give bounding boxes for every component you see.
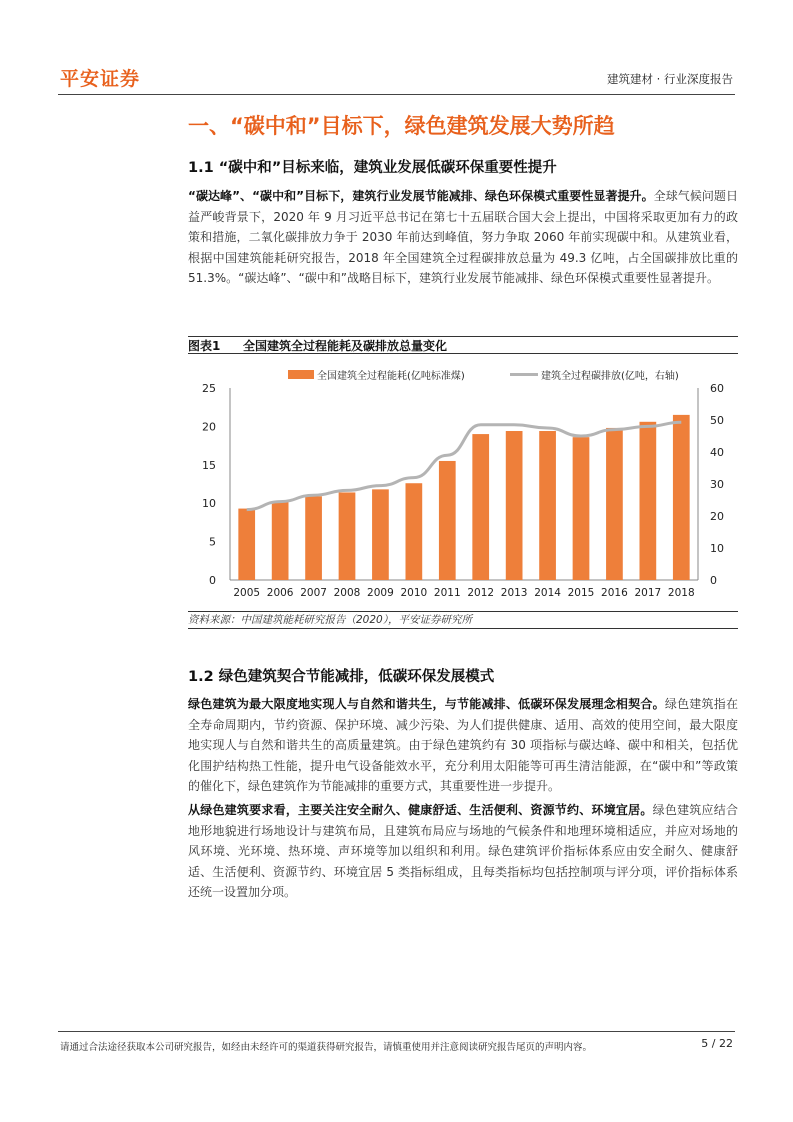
paragraph-1-1-lead: “碳达峰”、“碳中和”目标下，建筑行业发展节能减排、绿色环保模式重要性显著提升。 xyxy=(188,189,654,203)
x-tick-label: 2008 xyxy=(333,587,361,599)
figure-title-rule xyxy=(188,353,738,354)
paragraph-1-2-b xyxy=(188,800,738,903)
bar-2005 xyxy=(238,509,255,580)
bar-2015 xyxy=(573,437,590,580)
right-axis-tick-label: 20 xyxy=(710,510,724,523)
bar-2013 xyxy=(506,431,523,580)
left-axis-tick-label: 10 xyxy=(202,497,216,511)
paragraph-1-2-b-lead: 从绿色建筑要求看，主要关注安全耐久、健康舒适、生活便利、资源节约、环境宜居。 xyxy=(188,803,653,817)
paragraph-1-2-a-lead: 绿色建筑为最大限度地实现人与自然和谐共生，与节能减排、低碳环保发展理念相契合。 xyxy=(188,697,665,711)
figure-end-rule xyxy=(188,628,738,629)
right-axis-tick-label: 40 xyxy=(710,446,724,459)
x-tick-label: 2017 xyxy=(634,587,662,599)
footer-divider xyxy=(58,1031,735,1032)
right-axis-tick-label: 60 xyxy=(710,382,724,395)
paragraph-1-1 xyxy=(188,186,738,289)
figure-caption xyxy=(188,337,447,354)
subsection-title-1-1: 1.1 “碳中和”目标来临，建筑业发展低碳环保重要性提升 xyxy=(188,160,557,176)
x-tick-label: 2012 xyxy=(467,587,495,599)
bar-2010 xyxy=(406,483,423,580)
legend-label-carbon: 建筑全过程碳排放(亿吨，右轴) xyxy=(541,371,679,382)
paragraph-1-2-b-body: 绿色建筑应结合地形地貌进行场地设计与建筑布局，且建筑布局应与场地的气候条件和地理环境相适应，并应对场地的风环境、光环境、热环境、声环境等加以组织和利用。绿色建筑评价指标体系应由安全耐久、健康舒适、生活便利、资源节约、环境宜居 5 类指标组成，且每类指标均包括控制项与评分项，评价指标体系还统一设置加分项。 xyxy=(188,803,738,899)
paragraph-1-2-a xyxy=(188,694,738,797)
bar-2008 xyxy=(339,492,356,580)
x-tick-label: 2018 xyxy=(667,587,695,599)
header-divider xyxy=(58,94,735,95)
x-tick-label: 2016 xyxy=(601,587,628,599)
bar-2018 xyxy=(673,415,690,580)
left-axis-tick-label: 0 xyxy=(209,574,216,587)
right-axis-tick-label: 30 xyxy=(710,478,724,491)
x-tick-label: 2015 xyxy=(567,587,595,599)
bar-2007 xyxy=(305,496,322,580)
paragraph-1-2-a-body: 绿色建筑指在全寿命周期内，节约资源、保护环境、减少污染、为人们提供健康、适用、高效的使用空间，最大限度地实现人与自然和谐共生的高质量建筑。由于绿色建筑约有 30 项指标与碳达峰、碳中和相关，包括优化围护结构热工性能，提升电气设备能效水平，充分利用太阳能等可再生清洁能源，在“碳中和”等政策的催化下，绿色建筑作为节能减排的重要方式，其重要性进一步提升。 xyxy=(188,697,738,793)
section-title: 一、“碳中和”目标下，绿色建筑发展大势所趋 xyxy=(188,114,615,138)
x-tick-label: 2014 xyxy=(534,587,561,599)
right-axis-tick-label: 50 xyxy=(710,414,724,427)
bar-2016 xyxy=(606,428,623,580)
bar-2011 xyxy=(439,461,456,580)
x-tick-label: 2009 xyxy=(367,587,394,599)
right-axis-tick-label: 0 xyxy=(710,574,717,587)
left-axis-tick-label: 20 xyxy=(202,420,216,434)
figure-source: 资料来源：中国建筑能耗研究报告（2020），平安证券研究所 xyxy=(188,614,472,626)
company-logo: 平安证券 xyxy=(60,68,141,90)
x-tick-label: 2006 xyxy=(266,587,294,599)
bar-2009 xyxy=(372,489,389,580)
energy-carbon-chart xyxy=(188,358,738,608)
x-tick-label: 2010 xyxy=(400,587,428,599)
footer-disclaimer: 请通过合法途径获取本公司研究报告，如经由未经许可的渠道获得研究报告，请慎重使用并注意阅读研究报告尾页的声明内容。 xyxy=(60,1042,593,1053)
page-number: 5 / 22 xyxy=(701,1037,733,1050)
x-tick-label: 2011 xyxy=(433,587,461,599)
bar-2006 xyxy=(272,502,289,580)
report-category: 建筑建材 · 行业深度报告 xyxy=(607,72,733,86)
x-tick-label: 2013 xyxy=(500,587,528,599)
legend-label-energy: 全国建筑全过程能耗(亿吨标准煤) xyxy=(317,371,465,382)
bar-2014 xyxy=(539,431,556,580)
figure-title: 全国建筑全过程能耗及碳排放总量变化 xyxy=(243,339,448,353)
right-axis-tick-label: 10 xyxy=(710,542,724,555)
bar-2017 xyxy=(640,422,657,580)
figure-number: 图表1 xyxy=(188,339,221,353)
x-tick-label: 2007 xyxy=(300,587,327,599)
subsection-title-1-2: 1.2 绿色建筑契合节能减排，低碳环保发展模式 xyxy=(188,669,495,685)
legend-swatch-energy xyxy=(288,370,314,379)
bar-2012 xyxy=(472,434,489,580)
left-axis-tick-label: 5 xyxy=(209,535,216,549)
paragraph-1-1-body: 全球气候问题日益严峻背景下，2020 年 9 月习近平总书记在第七十五届联合国大会上提出，中国将采取更加有力的政策和措施，二氧化碳排放力争于 2030 年前达到峰值，努力争取 2060 年前实现碳中和。从建筑业看，根据中国建筑能耗研究报告，2018 年全国建筑全过程碳排放总量为 49.3 亿吨，占全国碳排放比重的 51.3%。“碳达峰”、“碳中和”战略目标下，建筑行业发展节能减排、绿色环保模式重要性显著提升。 xyxy=(188,189,738,285)
left-axis-tick-label: 15 xyxy=(202,458,216,472)
left-axis-tick-label: 25 xyxy=(202,382,216,395)
x-tick-label: 2005 xyxy=(233,587,261,599)
